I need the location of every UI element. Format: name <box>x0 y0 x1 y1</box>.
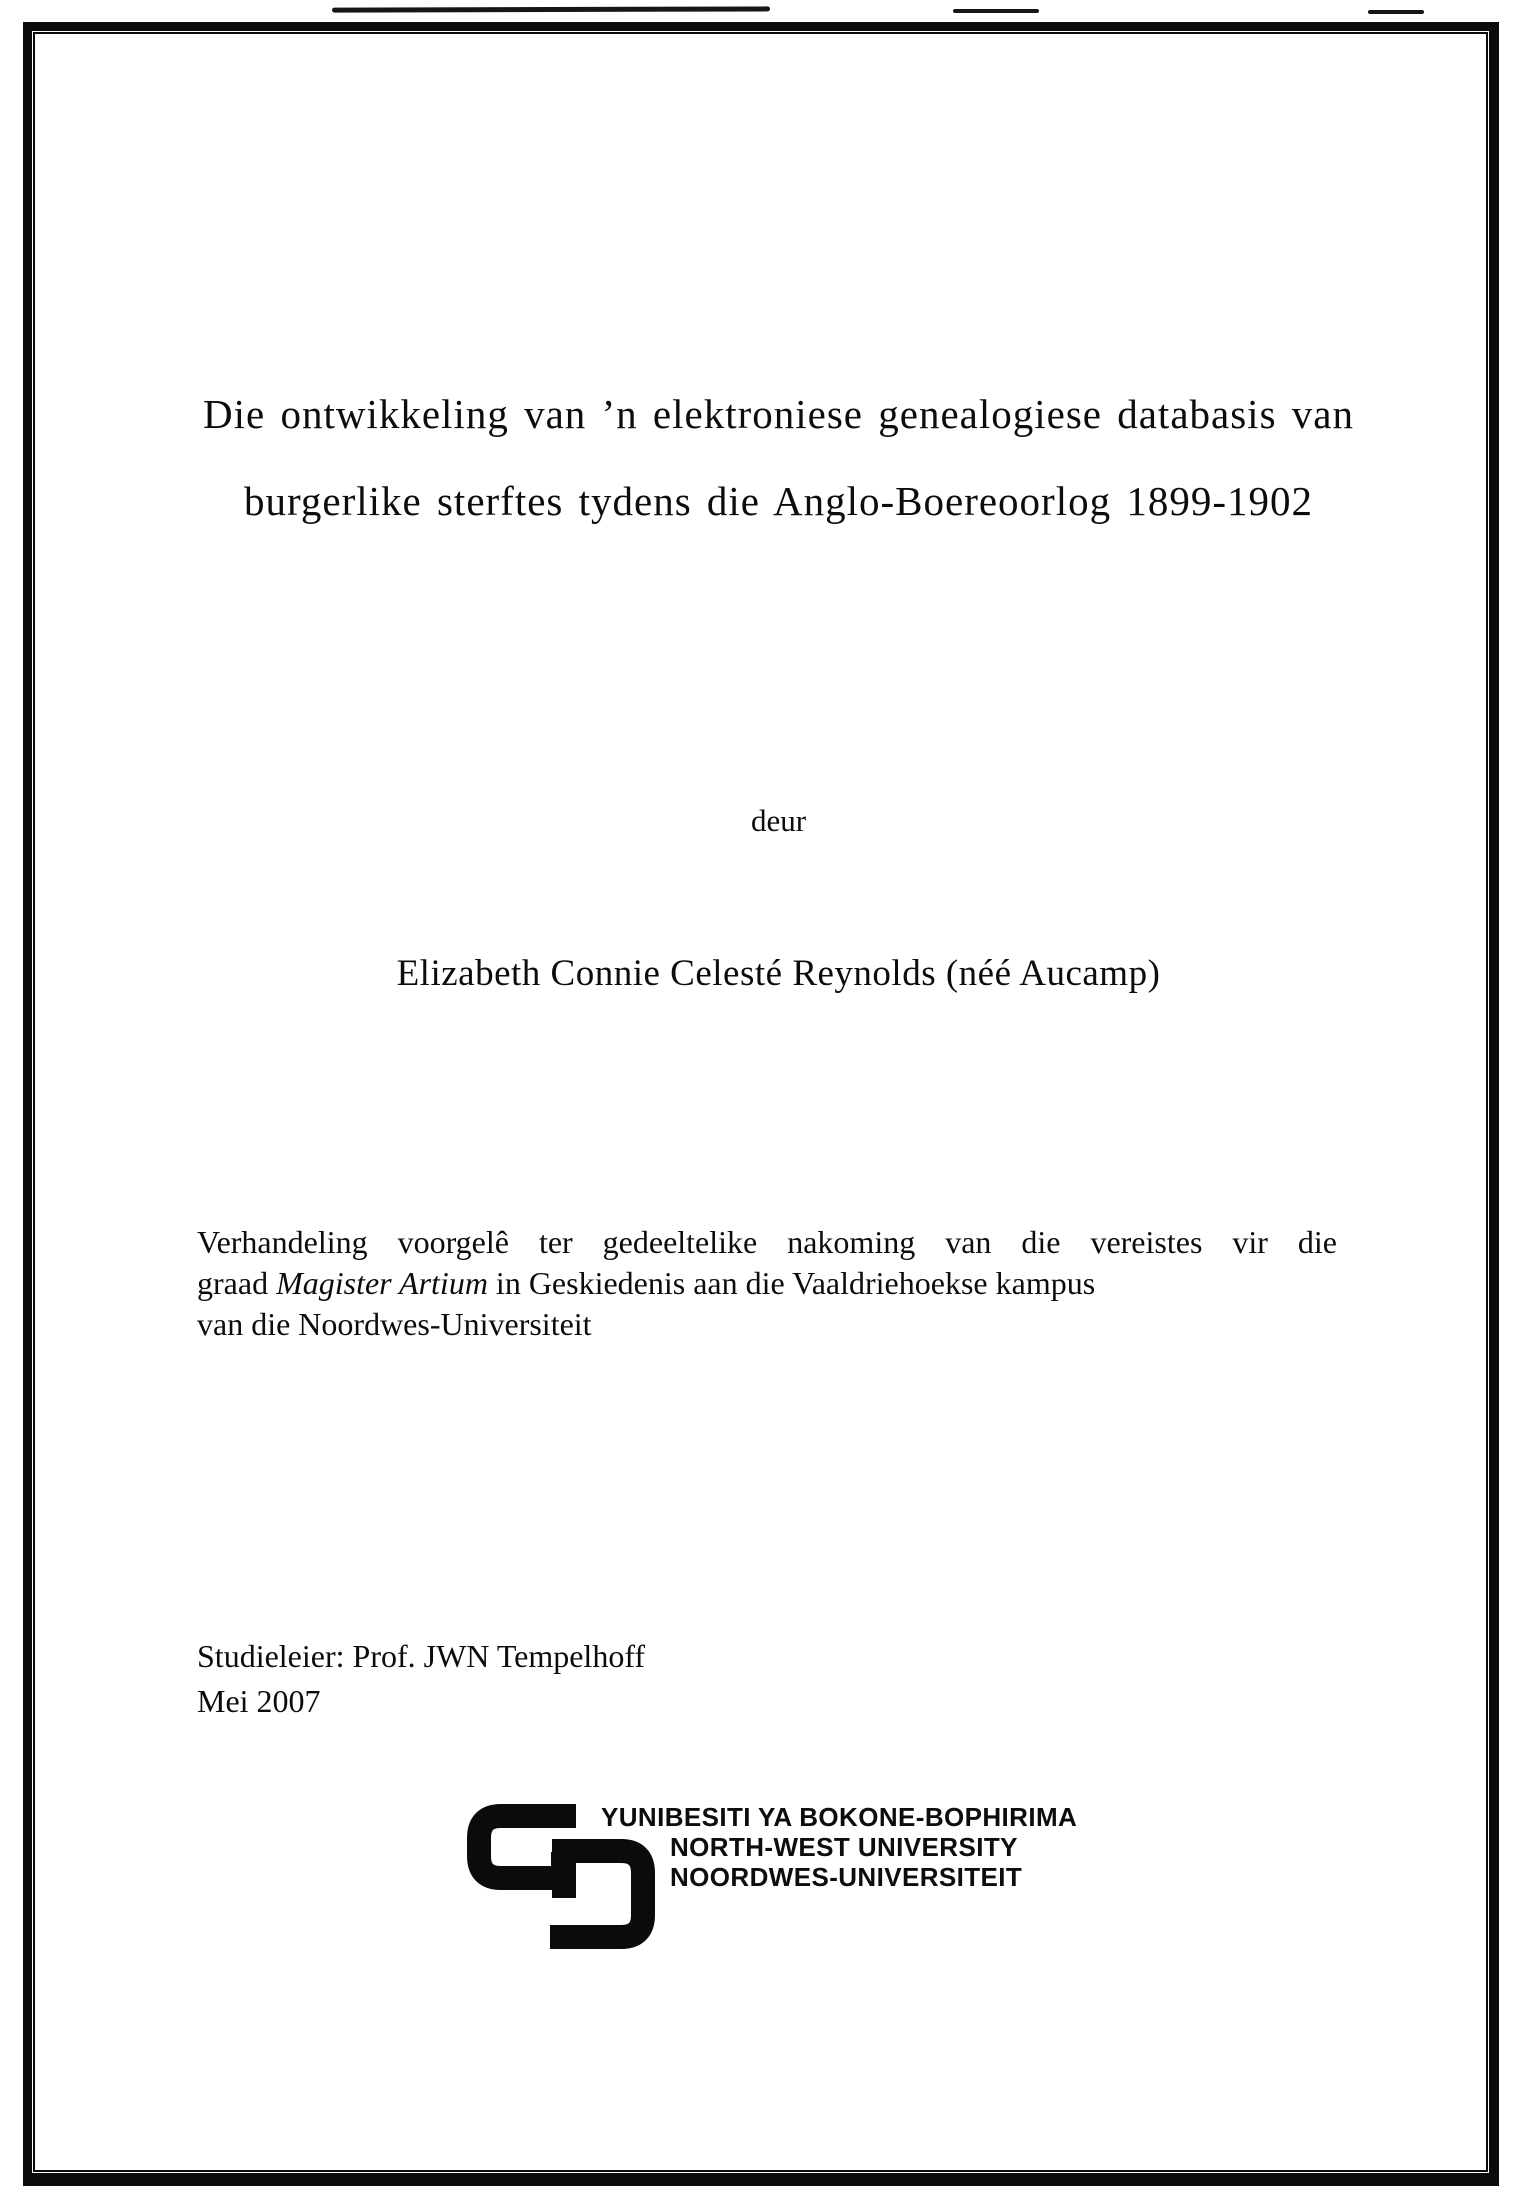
thesis-title-line-1: Die ontwikkeling van ’n elektroniese genealogiese databasis van <box>203 391 1354 437</box>
scan-artifact <box>953 9 1039 13</box>
scan-artifact <box>1368 10 1424 14</box>
degree-statement-line-2-prefix: graad <box>197 1265 277 1301</box>
degree-statement-line-3: van die Noordwes-Universiteit <box>197 1306 592 1342</box>
degree-statement-line-1: Verhandeling voorgelê ter gedeeltelike nakoming van die vereistes vir die <box>197 1224 1337 1260</box>
logo-text-afrikaans: NOORDWES-UNIVERSITEIT <box>670 1862 1023 1892</box>
logo-text-setswana: YUNIBESITI YA BOKONE-BOPHIRIMA <box>601 1802 1078 1832</box>
nwu-logo-wordmark <box>601 1802 1077 1892</box>
date-line: Mei 2007 <box>197 1683 321 1719</box>
degree-statement-line-2-suffix: in Geskiedenis aan die Vaaldriehoekse kampus <box>487 1265 1096 1301</box>
degree-statement-line-2 <box>197 1263 1337 1304</box>
author-name: Elizabeth Connie Celesté Reynolds (néé Aucamp) <box>396 953 1161 994</box>
degree-name-italic: Magister Artium <box>276 1265 488 1301</box>
thesis-title-line-2: burgerlike sterftes tydens die Anglo-Boereoorlog 1899-1902 <box>243 478 1313 524</box>
supervisor-block <box>197 1634 645 1724</box>
supervisor-line: Studieleier: Prof. JWN Tempelhoff <box>197 1638 646 1674</box>
scan-artifact <box>332 6 770 12</box>
degree-statement <box>197 1222 1337 1345</box>
logo-text-english: NORTH-WEST UNIVERSITY <box>670 1832 1018 1862</box>
byline-deur: deur <box>750 803 807 838</box>
